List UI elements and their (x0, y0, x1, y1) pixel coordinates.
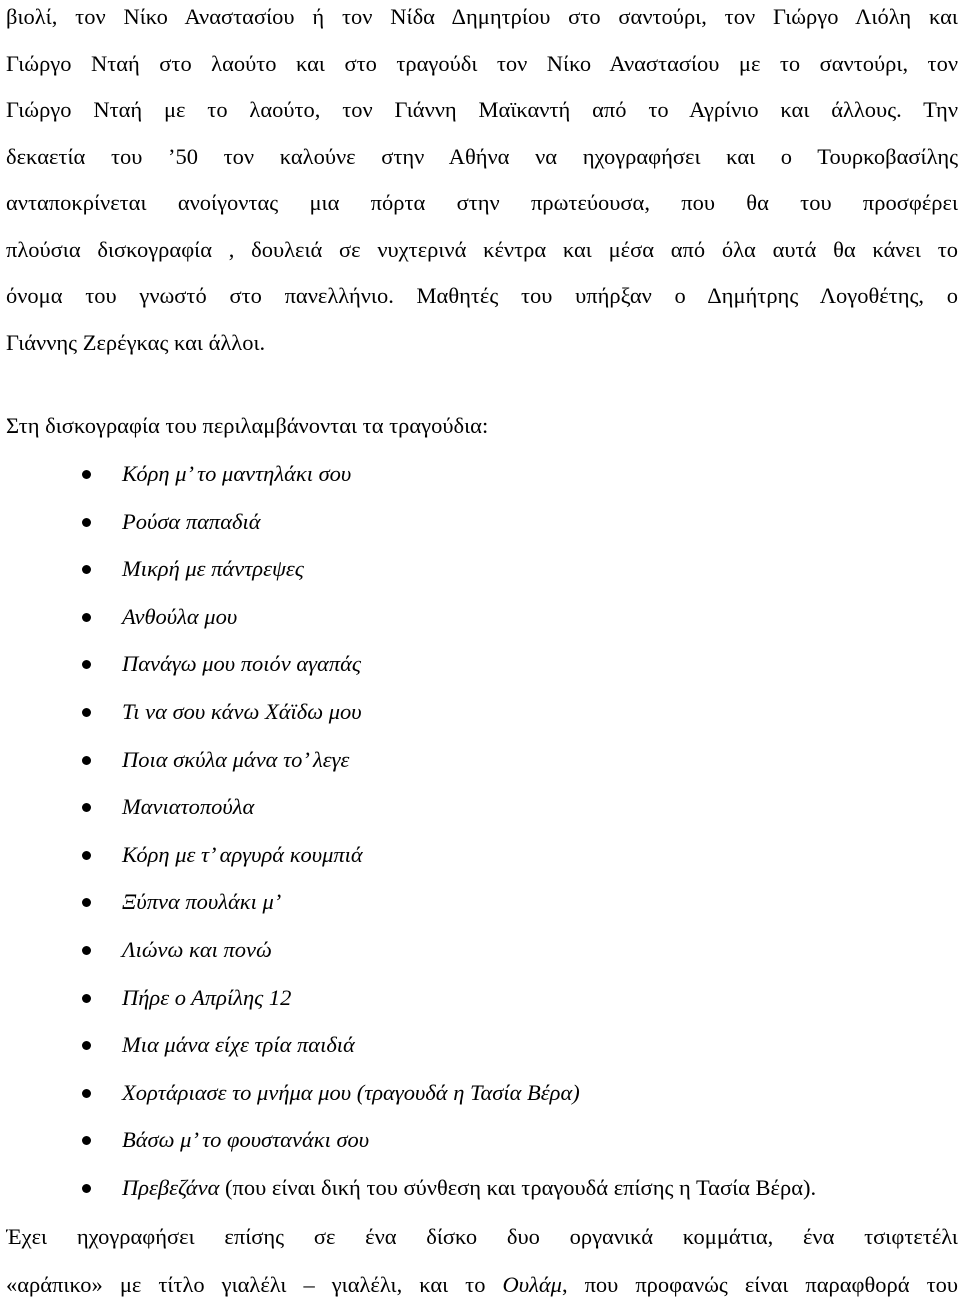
paragraph-recordings (6, 1213, 958, 1309)
bullet-icon (82, 1089, 91, 1098)
list-item (6, 1021, 958, 1069)
text-line: Γιάννης Ζερέγκας και άλλοι. (6, 329, 266, 355)
bullet-icon (82, 1184, 91, 1193)
bullet-icon (82, 898, 91, 907)
bullet-icon (82, 994, 91, 1003)
song-title: Μικρή με πάντρεψες (122, 556, 304, 582)
song-title: Πρεβεζάνα (122, 1174, 220, 1200)
list-item (6, 926, 958, 974)
bullet-icon (82, 946, 91, 955)
song-title: Πήρε ο Απρίλης 12 (122, 984, 292, 1010)
text-segment: «αράπικο» με τίτλο γιαλέλι – γιαλέλι, και το (6, 1272, 503, 1297)
text-line: πλούσια δισκογραφία , δουλειά σε νυχτερινά κέντρα και μέσα από όλα αυτά θα κάνει το (6, 236, 958, 262)
text-line: ανταποκρίνεται ανοίγοντας μια πόρτα στην πρωτεύουσα, που θα του προσφέρει (6, 190, 958, 215)
list-item (6, 545, 958, 593)
bullet-icon (82, 1041, 91, 1050)
song-note: (που είναι δική του σύνθεση και τραγουδά επίσης η Τασία Βέρα). (219, 1174, 817, 1200)
song-title: Λιώνω και πονώ (122, 936, 272, 962)
bullet-icon (82, 756, 91, 765)
list-item (6, 1116, 958, 1164)
text-line: βιολί, τον Νίκο Αναστασίου ή τον Νίδα Δημητρίου στο σαντούρι, τον Γιώργο Λιόλη και (6, 4, 958, 29)
bullet-icon (82, 565, 91, 574)
text-line: Γιώργο Νταή στο λαούτο και στο τραγούδι τον Νίκο Αναστασίου με το σαντούρι, τον (6, 50, 958, 76)
list-item (6, 498, 958, 546)
list-item (6, 736, 958, 784)
song-title: Βάσω μ’ το φουστανάκι σου (122, 1127, 370, 1153)
bullet-icon (82, 660, 91, 669)
text-line: Έχει ηχογραφήσει επίσης σε ένα δίσκο δυο οργανικά κομμάτια, ένα τσιφτετέλι (6, 1224, 958, 1249)
list-item (6, 783, 958, 831)
list-item (6, 450, 958, 498)
bullet-icon (82, 851, 91, 860)
text-line: όνομα του γνωστό στο πανελλήνιο. Μαθητές του υπήρξαν ο Δημήτρης Λογοθέτης, ο (6, 283, 958, 308)
list-item (6, 688, 958, 736)
list-item (6, 1164, 958, 1212)
bullet-icon (82, 708, 91, 717)
song-title: Μια μάνα είχε τρία παιδιά (122, 1032, 355, 1058)
song-title: Κόρη μ’ το μαντηλάκι σου (122, 461, 352, 486)
song-title: Ρούσα παπαδιά (122, 508, 261, 534)
song-title: Μανιατοπούλα (122, 794, 255, 820)
song-title: Τι να σου κάνω Χάϊδω μου (122, 698, 362, 724)
text-line: Γιώργο Νταή με το λαούτο, τον Γιάννη Μαϊκαντή από το Αγρίνιο και άλλους. Την (6, 97, 958, 122)
song-title-inline: Ουλάμ (502, 1272, 562, 1297)
list-item (6, 831, 958, 879)
list-item (6, 974, 958, 1022)
text-line (6, 1261, 958, 1309)
list-item (6, 1069, 958, 1117)
text-line: δεκαετία του ’50 τον καλούνε στην Αθήνα να ηχογραφήσει και ο Τουρκοβασίλης (6, 143, 958, 169)
list-item (6, 878, 958, 926)
bullet-icon (82, 613, 91, 622)
bullet-icon (82, 803, 91, 812)
song-title: Ανθούλα μου (122, 603, 238, 629)
song-title: Πανάγω μου ποιόν αγαπάς (122, 651, 362, 677)
bullet-icon (82, 470, 91, 479)
song-title: Κόρη με τ’ αργυρά κουμπιά (122, 841, 363, 867)
song-title: Χορτάριασε το μνήμα μου (τραγουδά η Τασία Βέρα) (122, 1079, 580, 1105)
bullet-icon (82, 518, 91, 527)
songs-intro: Στη δισκογραφία του περιλαμβάνονται τα τραγούδια: (6, 413, 489, 438)
list-item (6, 593, 958, 641)
list-item (6, 640, 958, 688)
song-list (6, 450, 958, 1212)
paragraph-biography (6, 0, 958, 366)
song-title: Ξύπνα πουλάκι μ’ (122, 889, 282, 915)
text-segment: , που προφανώς είναι παραφθορά του (561, 1272, 958, 1297)
bullet-icon (82, 1136, 91, 1145)
song-title: Ποια σκύλα μάνα το’ λεγε (122, 746, 350, 772)
